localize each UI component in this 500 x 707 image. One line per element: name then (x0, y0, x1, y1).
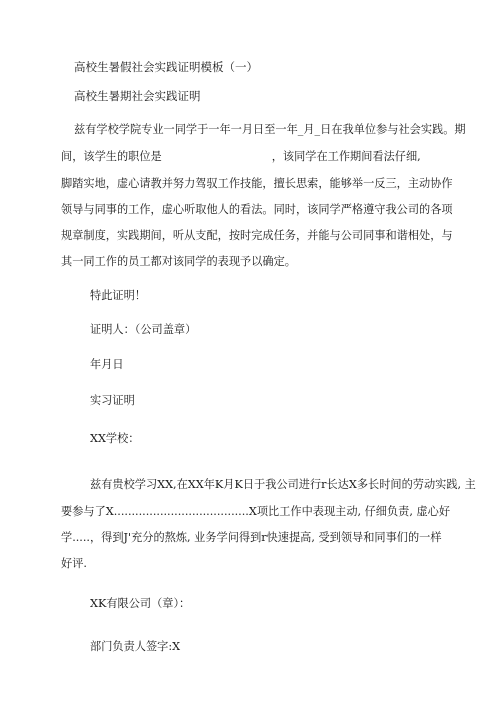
certifier-line: 证明人：（公司盖章） (90, 323, 197, 336)
paragraph-line: 要参与了X......................................X项比工作中表现主动, 仔细负责, 虚心好 (61, 505, 451, 518)
department-head-signature: 部门负责人签字:X (90, 640, 181, 653)
company-seal-line: XK有限公司（章）： (90, 597, 191, 610)
document-subtitle: 高校生暑期社会实践证明 (74, 89, 201, 103)
paragraph-line: 规章制度，实践期间，听从支配，按时完成任务，并能与公司同事和谐相处，与 (61, 229, 453, 242)
paragraph-line: 好评. (61, 557, 87, 570)
paragraph-line: 兹有贵校学习XX,在XX年K月K日于我公司进行r长达X多长时间的劳动实践, 主 (90, 478, 476, 491)
date-line: 年月日 (90, 358, 124, 371)
paragraph-line: 兹有学校学院专业一同学于一年一月日至一年_月_日在我单位参与社会实践。期 (74, 123, 466, 136)
special-certification: 特此证明！ (90, 289, 146, 302)
internship-heading: 实习证明 (90, 394, 135, 407)
school-salutation: XX学校： (90, 432, 140, 445)
paragraph-line: 学.....，得到J'充分的熬炼, 业务学问得到r快速提高, 受到领导和同事们的一样 (61, 531, 442, 544)
paragraph-text: 间，该学生的职位是 (61, 150, 162, 163)
paragraph-line: 脚踏实地，虚心请教并努力驾驭工作技能，擅长思索，能够举一反三，主动协作 (61, 177, 453, 190)
paragraph-line (61, 150, 439, 164)
paragraph-line: 其一同工作的员工都对该同学的表现予以确定。 (61, 255, 296, 268)
paragraph-text: ，该同学在工作期间看法仔细, (271, 150, 421, 163)
paragraph-line: 领导与同事的工作，虚心听取他人的看法。同时，该同学严格遵守我公司的各项 (61, 203, 453, 216)
document-title: 高校生暑假社会实践证明模板（一） (74, 60, 258, 74)
